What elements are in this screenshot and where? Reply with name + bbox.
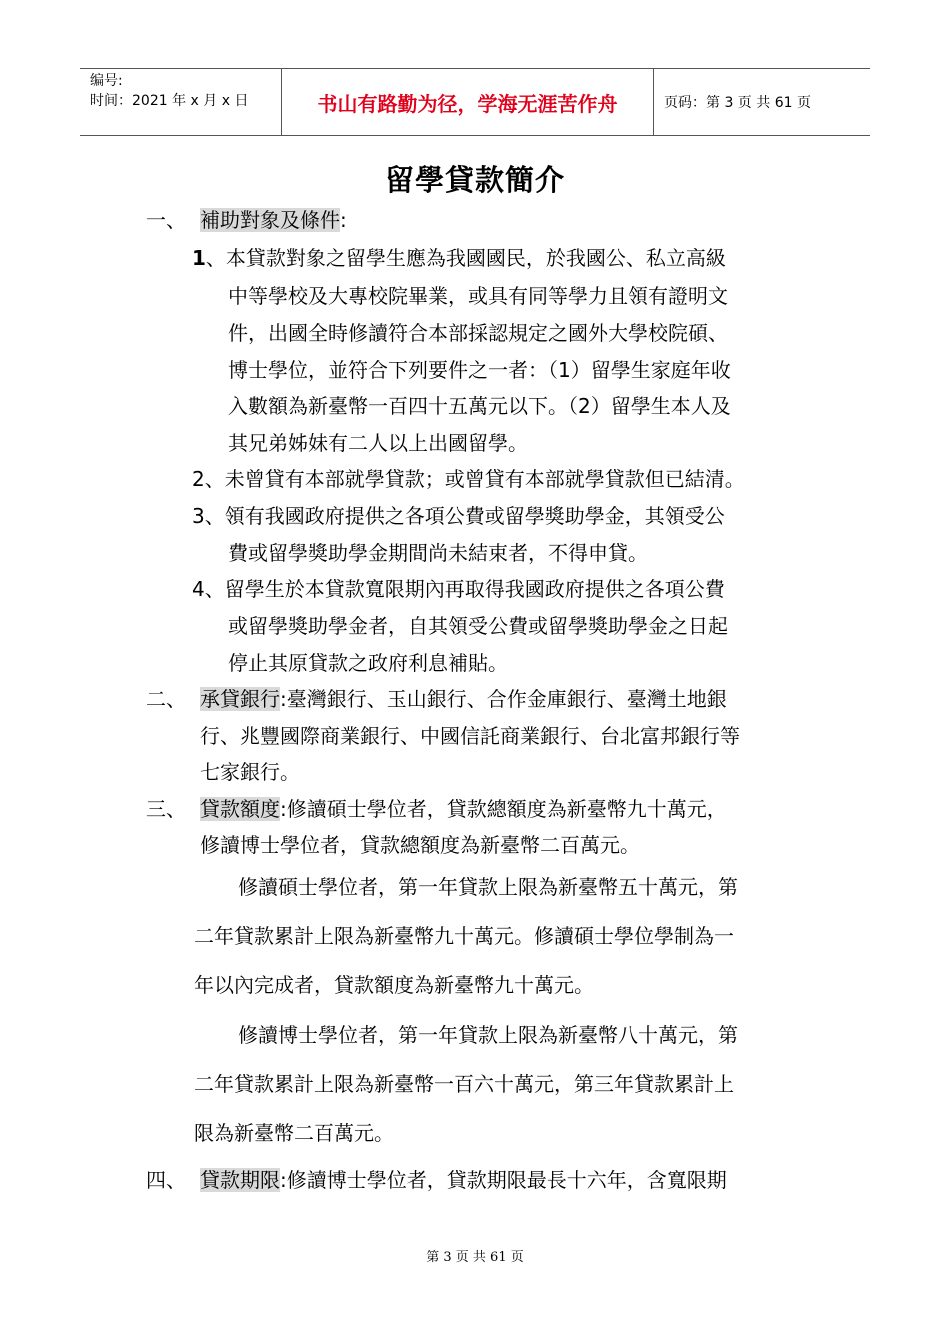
section-3-sep: : — [280, 797, 287, 821]
section-3-para-2-line-3: 限為新臺幣二百萬元。 — [194, 1121, 394, 1145]
item-4-line-1: 4、留學生於本貸款寬限期內再取得我國政府提供之各項公費 — [192, 577, 725, 601]
section-4-line-1 — [200, 1165, 727, 1195]
section-1-heading — [200, 205, 347, 235]
section-1-sep: : — [340, 208, 347, 232]
section-3-label: 貸款額度 — [200, 797, 280, 821]
section-1-number: 一、 — [146, 208, 186, 232]
header-time-label: 时间：2021 年 x 月 x 日 — [90, 93, 249, 109]
page-footer: 第 3 页 共 61 页 — [426, 1250, 524, 1265]
item-1-line-3: 件，出國全時修讀符合本部採認規定之國外大學校院碩、 — [228, 321, 728, 345]
section-3-para-1-line-2: 二年貸款累計上限為新臺幣九十萬元。修讀碩士學位學制為一 — [194, 924, 734, 948]
item-1-line-6: 其兄弟姊妹有二人以上出國留學。 — [228, 431, 528, 455]
header-meta — [80, 69, 282, 135]
item-1-text: 、本貸款對象之留學生應為我國國民，於我國公、私立高級 — [205, 246, 726, 270]
section-4-sep: : — [280, 1168, 287, 1192]
item-1-line-2: 中等學校及大專校院畢業，或具有同等學力且領有證明文 — [228, 284, 728, 308]
section-2-line-2: 行、兆豐國際商業銀行、中國信託商業銀行、台北富邦銀行等 — [200, 724, 740, 748]
item-1-line-4: 博士學位，並符合下列要件之一者：（1）留學生家庭年收 — [228, 358, 731, 382]
section-1-label: 補助對象及條件 — [200, 208, 340, 232]
section-2-sep: : — [280, 687, 287, 711]
section-3-line-1 — [200, 794, 727, 824]
item-1-line-5: 入數額為新臺幣一百四十五萬元以下。（2）留學生本人及 — [228, 394, 731, 418]
section-2-label: 承貸銀行 — [200, 687, 280, 711]
item-4-line-3: 停止其原貸款之政府利息補貼。 — [228, 651, 508, 675]
section-3-text: 修讀碩士學位者，貸款總額度為新臺幣九十萬元， — [286, 797, 727, 821]
page-header — [80, 68, 870, 136]
document-title: 留學貸款簡介 — [384, 163, 565, 197]
section-2-text: 臺灣銀行、玉山銀行、合作金庫銀行、臺灣土地銀 — [286, 687, 727, 711]
section-3-number: 三、 — [146, 797, 186, 821]
item-2-line-1: 2、未曾貸有本部就學貸款；或曾貸有本部就學貸款但已結清。 — [192, 467, 745, 491]
section-3-para-2-line-2: 二年貸款累計上限為新臺幣一百六十萬元，第三年貸款累計上 — [194, 1072, 734, 1096]
section-2-line-3: 七家銀行。 — [200, 760, 300, 784]
section-2-line-1 — [200, 684, 727, 714]
section-3-para-2-line-1: 修讀博士學位者，第一年貸款上限為新臺幣八十萬元，第 — [238, 1023, 738, 1047]
header-page-info: 页码：第 3 页 共 61 页 — [664, 95, 811, 111]
section-3-line-2: 修讀博士學位者，貸款總額度為新臺幣二百萬元。 — [200, 833, 640, 857]
item-4-line-2: 或留學獎助學金者，自其領受公費或留學獎助學金之日起 — [228, 614, 728, 638]
section-3-para-1-line-1: 修讀碩士學位者，第一年貸款上限為新臺幣五十萬元，第 — [238, 875, 738, 899]
header-slogan: 书山有路勤为径，学海无涯苦作舟 — [282, 69, 654, 135]
section-4-label: 貸款期限 — [200, 1168, 280, 1192]
item-3-line-1: 3、領有我國政府提供之各項公費或留學獎助學金，其領受公 — [192, 504, 725, 528]
section-3-para-1-line-3: 年以內完成者，貸款額度為新臺幣九十萬元。 — [194, 973, 594, 997]
header-number-label: 编号: — [90, 73, 123, 89]
section-2-number: 二、 — [146, 687, 186, 711]
item-1-number: 1 — [192, 246, 206, 270]
section-4-text: 修讀博士學位者，貸款期限最長十六年，含寬限期 — [286, 1168, 727, 1192]
item-3-line-2: 費或留學獎助學金期間尚未結束者，不得申貸。 — [228, 541, 648, 565]
item-1-line-1 — [192, 243, 726, 273]
section-4-number: 四、 — [146, 1168, 186, 1192]
